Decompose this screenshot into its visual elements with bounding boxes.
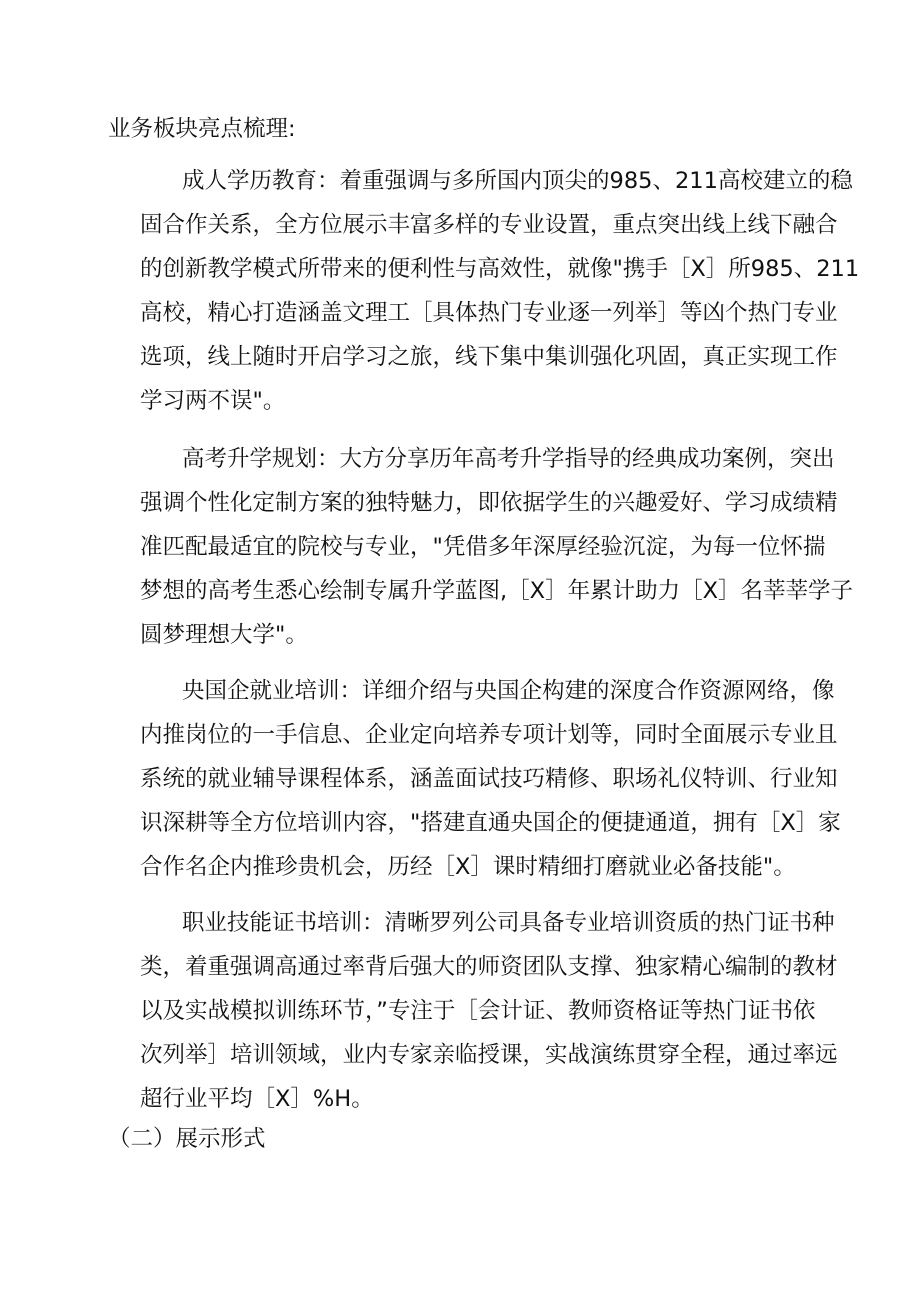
paragraph-line: 成人学历教育：着重强调与多所国内顶尖的985、211高校建立的稳 — [182, 168, 853, 194]
paragraph-line: 梦想的高考生悉心绘制专属升学蓝图,［X］年累计助力［X］名莘莘学子 — [140, 578, 853, 604]
paragraph-line: 以及实战模拟训练环节，”专注于［会计证、教师资格证等热门证书依 — [140, 998, 816, 1024]
paragraph-line: 选项，线上随时开启学习之旅，线下集中集训强化巩固，真正实现工作 — [140, 344, 838, 370]
paragraph-line: 识深耕等全方位培训内容，"搭建直通央国企的便捷通道，拥有［X］家 — [140, 810, 841, 836]
paragraph-line: 圆梦理想大学"。 — [140, 622, 308, 648]
paragraph-line: 高考升学规划：大方分享历年高考升学指导的经典成功案例，突出 — [182, 446, 835, 472]
paragraph-line: 超行业平均［X］%H。 — [140, 1086, 374, 1112]
paragraph-line: 职业技能证书培训：清晰罗列公司具备专业培训资质的热门证书种 — [182, 910, 835, 936]
paragraph-line: 的创新教学模式所带来的便利性与高效性，就像"携手［X］所985、211 — [140, 256, 860, 282]
paragraph-line: 学习两不误"。 — [140, 388, 286, 414]
section-heading-highlights: 业务板块亮点梳理: — [108, 116, 296, 142]
paragraph-line: 准匹配最适宜的院校与专业，"凭借多年深厚经验沉淀，为每一位怀揣 — [140, 534, 826, 560]
paragraph-line: 合作名企内推珍贵机会，历经［X］课时精细打磨就业必备技能"。 — [140, 854, 796, 880]
paragraph-line: 系统的就业辅导课程体系，涵盖面试技巧精修、职场礼仪特训、行业知 — [140, 766, 838, 792]
paragraph-line: 央国企就业培训：详细介绍与央国企构建的深度合作资源网络，像 — [182, 678, 835, 704]
section-heading-display-form: （二）展示形式 — [108, 1126, 266, 1152]
paragraph-line: 内推岗位的一手信息、企业定向培养专项计划等，同时全面展示专业且 — [140, 722, 838, 748]
paragraph-line: 固合作关系，全方位展示丰富多样的专业设置，重点突出线上线下融合 — [140, 212, 838, 238]
paragraph-line: 类，着重强调高通过率背后强大的师资团队支撑、独家精心编制的教材 — [140, 954, 838, 980]
paragraph-line: 次列举］培训领域，业内专家亲临授课，实战演练贯穿全程，通过率远 — [140, 1042, 838, 1068]
paragraph-line: 强调个性化定制方案的独特魅力，即依据学生的兴趣爱好、学习成绩精 — [140, 490, 838, 516]
paragraph-line: 高校，精心打造涵盖文理工［具体热门专业逐一列举］等凶个热门专业 — [140, 300, 838, 326]
